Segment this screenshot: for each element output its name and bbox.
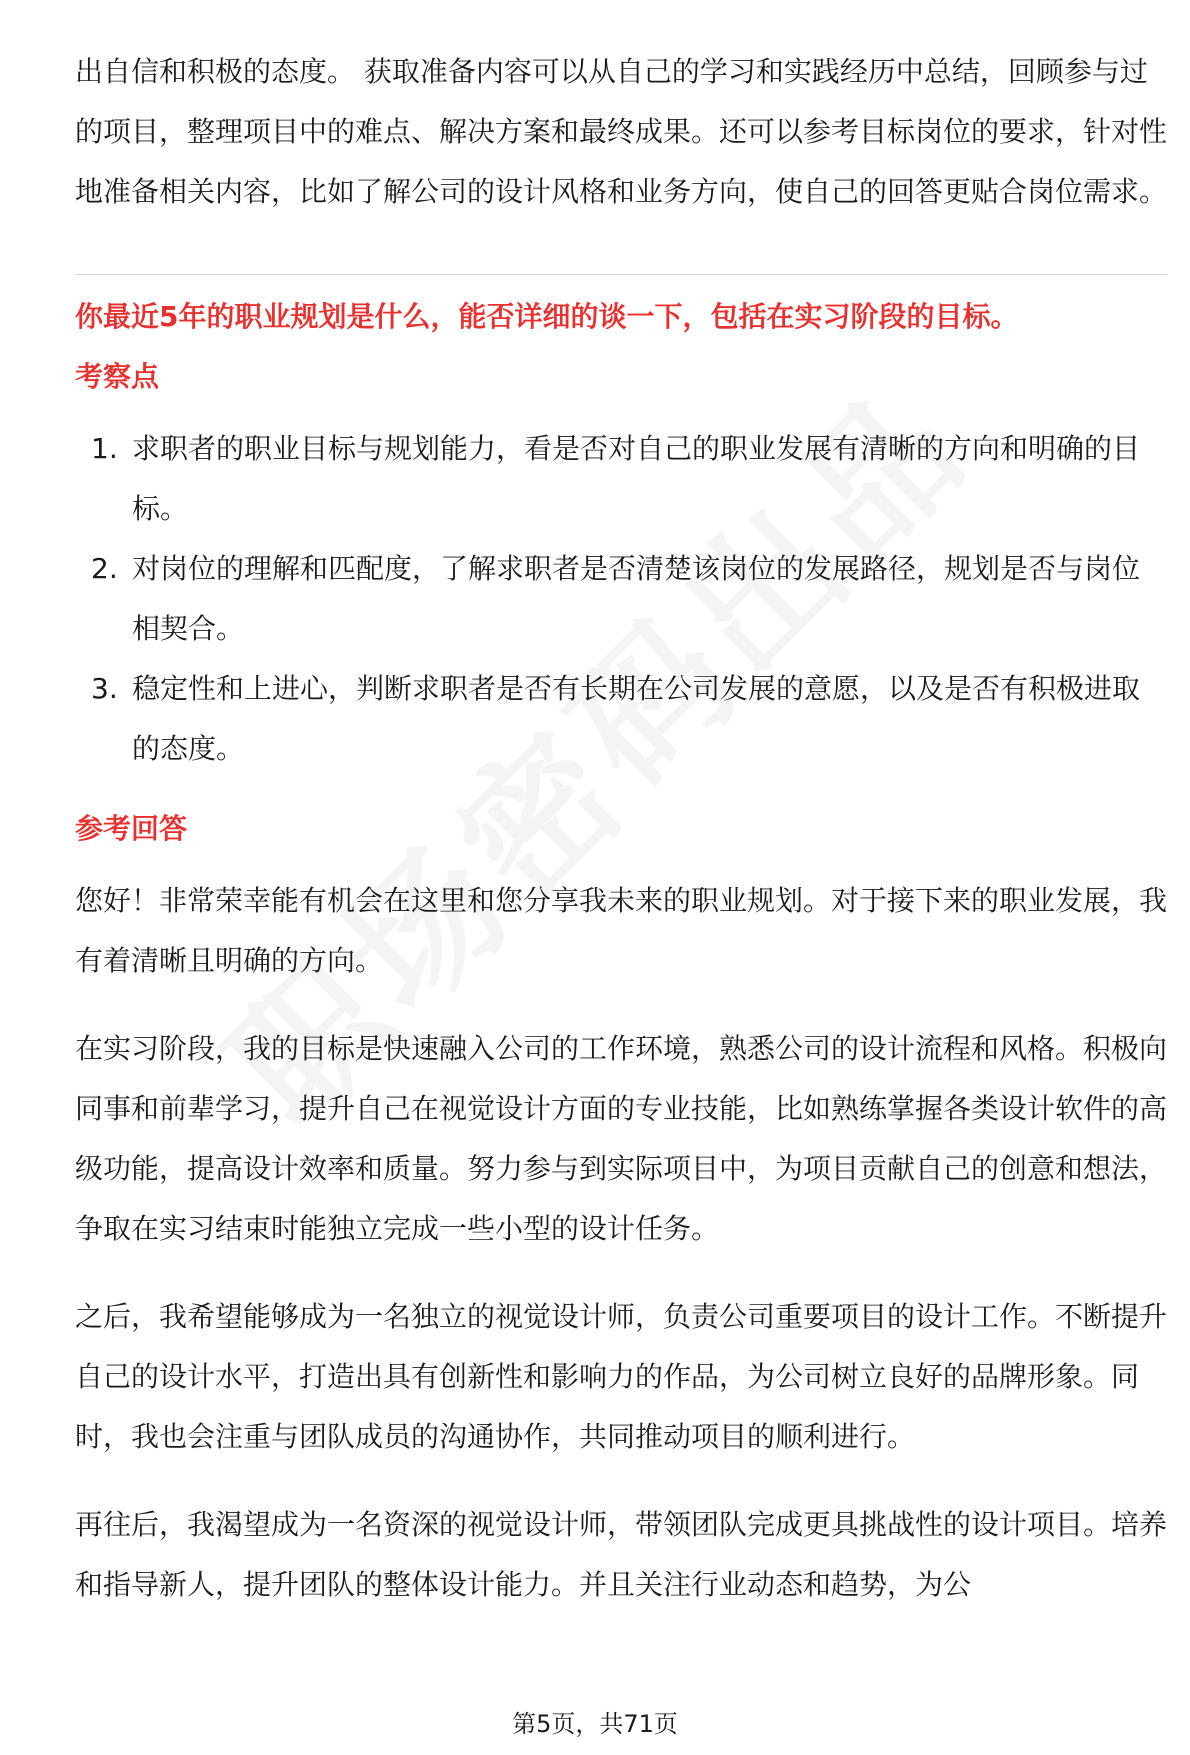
answer-heading: 参考回答 (75, 812, 188, 845)
focus-points-list (75, 419, 1167, 779)
list-item-number: 1. (91, 432, 118, 465)
question-title: 你最近5年的职业规划是什么，能否详细的谈一下，包括在实习阶段的目标。 (75, 300, 1019, 333)
section-divider (75, 274, 1167, 275)
list-item-number: 3. (91, 672, 118, 705)
paragraph-gap (75, 991, 1167, 1019)
answer-paragraph: 在实习阶段，我的目标是快速融入公司的工作环境，熟悉公司的设计流程和风格。积极向同事和前辈学习，提升自己在视觉设计方面的专业技能，比如熟练掌握各类设计软件的高级功能，提高设计效率和质量。努力参与到实际项目中，为项目贡献自己的创意和想法，争取在实习结束时能独立完成一些小型的设计任务。 (75, 1032, 1168, 1245)
focus-heading: 考察点 (75, 360, 160, 393)
answer-paragraph: 之后，我希望能够成为一名独立的视觉设计师，负责公司重要项目的设计工作。不断提升自己的设计水平，打造出具有创新性和影响力的作品，为公司树立良好的品牌形象。同时，我也会注重与团队成员的沟通协作，共同推动项目的顺利进行。 (75, 1300, 1168, 1453)
answer-paragraph: 您好！非常荣幸能有机会在这里和您分享我未来的职业规划。对于接下来的职业发展，我有着清晰且明确的方向。 (75, 884, 1168, 977)
list-item (75, 419, 1167, 539)
list-item-text: 稳定性和上进心，判断求职者是否有长期在公司发展的意愿，以及是否有积极进取的态度。 (132, 672, 1141, 765)
page-footer: 第5页，共71页 (512, 1710, 678, 1738)
list-item-text: 求职者的职业目标与规划能力，看是否对自己的职业发展有清晰的方向和明确的目标。 (132, 432, 1141, 525)
paragraph-gap (75, 1259, 1167, 1287)
list-item-text: 对岗位的理解和匹配度，了解求职者是否清楚该岗位的发展路径，规划是否与岗位相契合。 (132, 552, 1141, 645)
paragraph-gap (75, 1467, 1167, 1495)
page-content (75, 42, 1167, 1615)
list-item-number: 2. (91, 552, 118, 585)
answer-paragraph: 再往后，我渴望成为一名资深的视觉设计师，带领团队完成更具挑战性的设计项目。培养和指导新人，提升团队的整体设计能力。并且关注行业动态和趋势，为公 (75, 1508, 1168, 1601)
list-item (75, 539, 1167, 659)
intro-paragraph: 出自信和积极的态度。 获取准备内容可以从自己的学习和实践经历中总结，回顾参与过的项目，整理项目中的难点、解决方案和最终成果。还可以参考目标岗位的要求，针对性地准备相关内容，比如了解公司的设计风格和业务方向，使自己的回答更贴合岗位需求。 (75, 55, 1168, 208)
list-item (75, 659, 1167, 779)
